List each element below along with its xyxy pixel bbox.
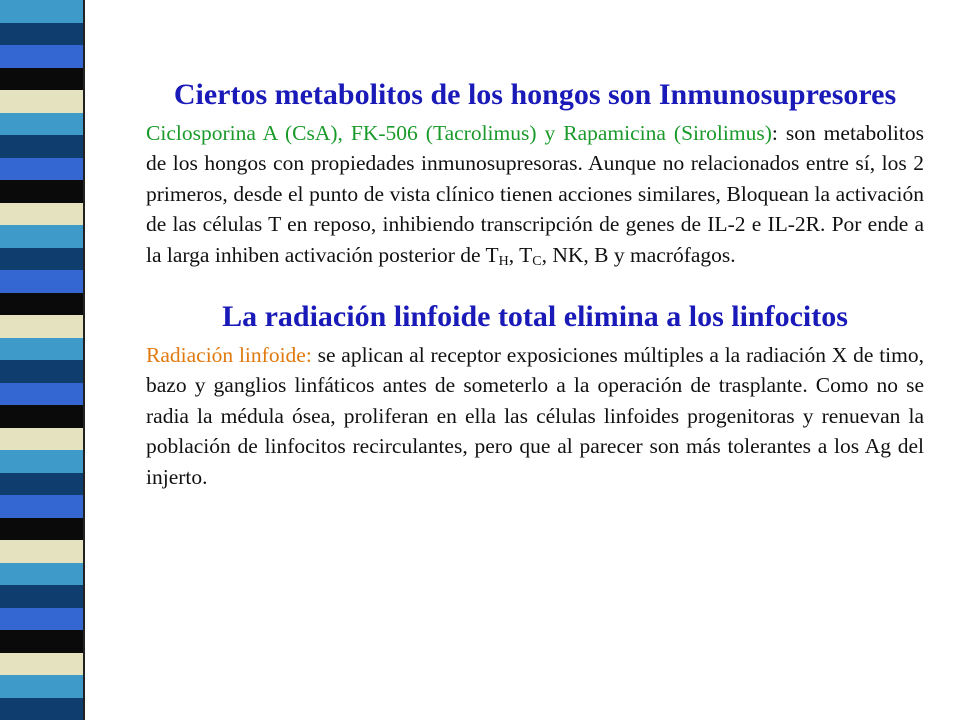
section-2-paragraph [146,340,924,493]
section-1-separator: , T [508,242,533,267]
section-1-term-suffix: : [771,120,778,145]
section-1-tail: , NK, B y macrófagos. [541,242,736,267]
subscript-h: H [498,253,509,269]
section-1-body: son metabolitos de los hongos con propiedades inmunosupresoras. Aunque no relacionados entre sí, los 2 primeros, desde el punto de vista clínico tienen acciones similares, Bloquean la activación de las células T en reposo, inhibiendo transcripción de genes de IL-2 e IL-2R. Por ende a la larga inhiben activación posterior de T [146,120,924,267]
section-1-title: Ciertos metabolitos de los hongos son Inmunosupresores [173,78,897,111]
slide-content [146,76,924,492]
section-1-term: Ciclosporina A (CsA), FK-506 (Tacrolimus) y Rapamicina (Sirolimus) [146,120,772,145]
section-1-paragraph [146,118,924,271]
section-2-title: La radiación linfoide total elimina a los linfocitos [222,300,848,334]
stripe-divider [83,0,106,720]
subscript-c: C [532,253,542,269]
decorative-side-stripe [0,0,106,720]
section-2-term: Radiación linfoide: [146,342,312,367]
section-2-body: se aplican al receptor exposiciones múltiples a la radiación X de timo, bazo y ganglios linfáticos antes de someterlo a la operación de trasplante. Como no se radia la médula ósea, proliferan en ella las células linfoides progenitoras y renuevan la población de linfocitos recirculantes, pero que al parecer son más tolerantes a los Ag del injerto. [146,342,924,489]
stripe-divider-line [83,0,85,720]
